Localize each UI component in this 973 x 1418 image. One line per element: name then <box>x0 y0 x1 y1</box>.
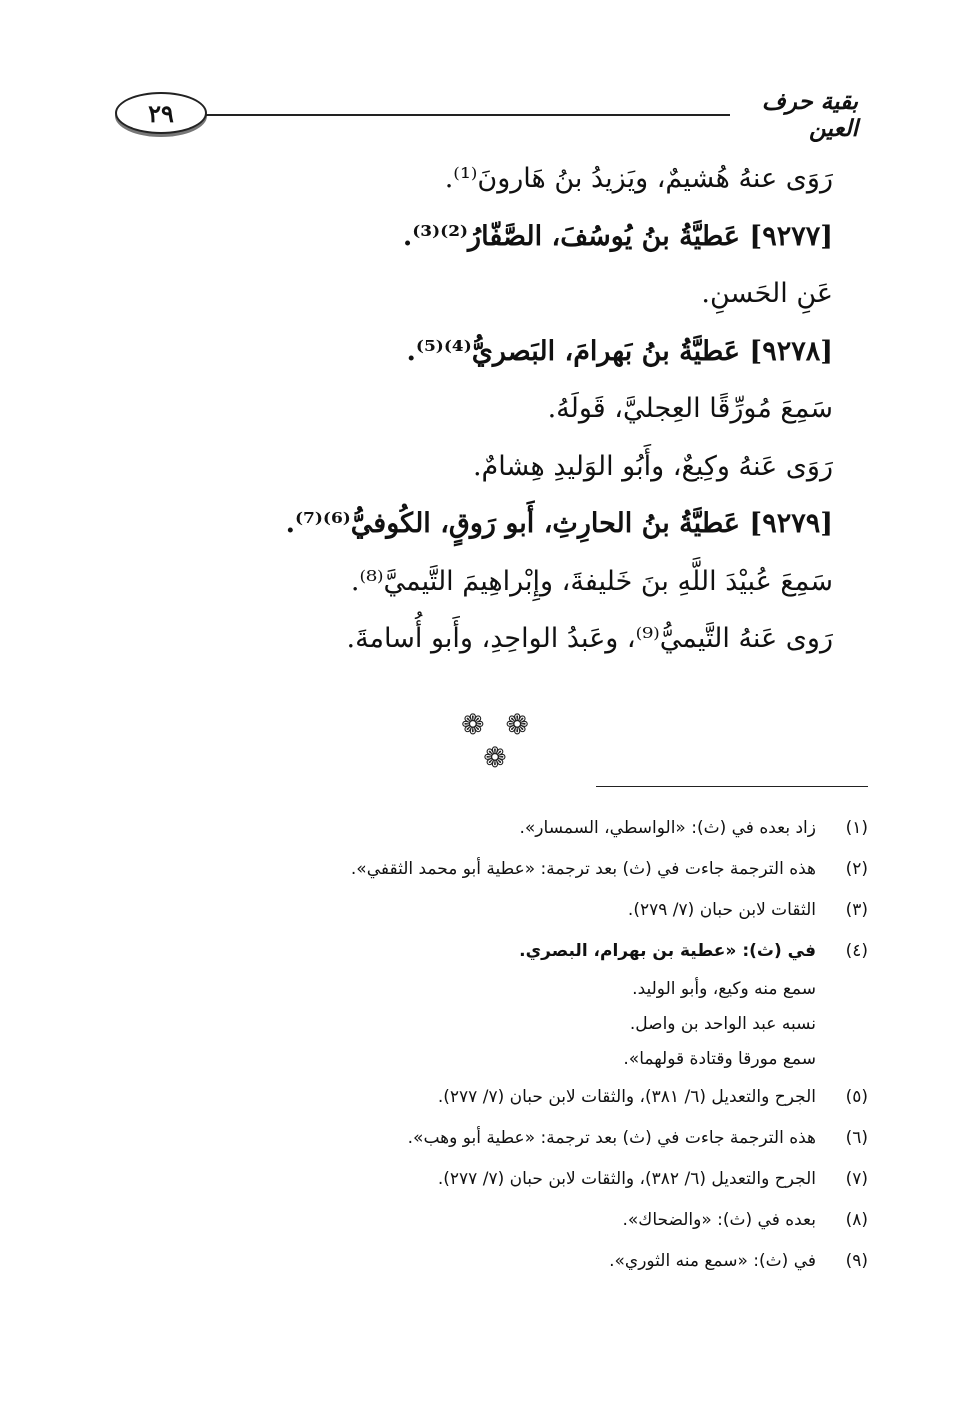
footnote-number: (٦) <box>845 1128 868 1148</box>
footnote-number: (٢) <box>845 859 868 879</box>
footnote <box>148 808 868 849</box>
footnote-text: الجرح والتعديل (٦/ ٣٨١)، والثقات لابن حبان (٧/ ٢٧٧). <box>437 1087 816 1107</box>
footnote-text: الجرح والتعديل (٦/ ٣٨٢)، والثقات لابن حبان (٧/ ٢٧٧). <box>437 1169 816 1189</box>
entry-heading: [٩٢٧٨] عَطيَّةُ بنُ بَهرامَ، البَصريُّ⁽⁴⁾⁽⁵⁾. <box>406 335 833 367</box>
footnote-continuation: نسبه عبد الواحد بن واصل. <box>629 1014 816 1034</box>
footnote-number: (٣) <box>845 900 868 920</box>
footnote-text: بعده في (ث): «والضحاك». <box>622 1210 816 1230</box>
main-text <box>133 150 833 668</box>
footnote <box>148 931 868 972</box>
footnote-continuation: سمع مورقا وقتادة قولهما». <box>623 1049 816 1069</box>
entry-heading: [٩٢٧٧] عَطيَّةُ بنُ يُوسُفَ، الصَّفّارُ⁽²⁾⁽³⁾. <box>402 220 833 252</box>
footnote <box>148 1200 868 1241</box>
footnote-number: (٨) <box>845 1210 868 1230</box>
footnote-text: الثقات لابن حبان (٧/ ٢٧٩). <box>627 900 816 920</box>
separator-ornament-icon: ❁ ❁ ❁ <box>461 708 535 774</box>
footnote-number: (٧) <box>845 1169 868 1189</box>
main-line: عَنِ الحَسنِ. <box>701 278 833 309</box>
footnote-text: زاد بعده في (ث): «الواسطي، السمسار». <box>519 818 816 838</box>
footnote-number: (٤) <box>845 941 868 961</box>
header-rule <box>205 114 730 116</box>
footnote-number: (٩) <box>845 1251 868 1271</box>
footnote-rule <box>596 786 868 787</box>
footnote-text: في (ث): «سمع منه الثوري». <box>609 1251 816 1271</box>
footnote <box>148 849 868 890</box>
main-line: رَوى عَنهُ التَّيميُّ⁽⁹⁾، وعَبدُ الواحِدِ، وأَبو أُسامةَ. <box>346 623 833 654</box>
footnote-continuation: سمع منه وكيع، وأبو الوليد. <box>632 979 816 999</box>
main-line: سَمِعَ عُبيْدَ اللَّهِ بنَ خَليفةَ، وإِبْراهِيمَ التَّيميَّ⁽⁸⁾. <box>350 565 833 597</box>
main-line: رَوَى عَنهُ وكِيعٌ، وأَبُو الوَليدِ هِشامٌ. <box>472 450 833 482</box>
running-title: بقية حرف العين <box>761 88 858 142</box>
footnote-number: (١) <box>845 818 868 838</box>
footnote <box>148 1077 868 1118</box>
page-header <box>0 0 973 150</box>
page-number: ٢٩ <box>115 92 207 134</box>
footnotes <box>148 808 868 1282</box>
footnote <box>148 890 868 931</box>
main-line: رَوَى عنهُ هُشيمٌ، ويَزيدُ بنُ هَارونَ⁽¹⁾. <box>444 163 833 194</box>
footnote <box>148 1159 868 1200</box>
footnote-text: هذه الترجمة جاءت في (ث) بعد ترجمة: «عطية أبو محمد الثقفي». <box>350 859 816 879</box>
footnote-text: في (ث): «عطية بن بهرام، البصري. <box>519 941 816 961</box>
main-line: سَمِعَ مُورِّقًا العِجليَّ، قَولَهُ. <box>547 393 833 424</box>
footnote-text: هذه الترجمة جاءت في (ث) بعد ترجمة: «عطية أبو وهب». <box>407 1128 816 1148</box>
footnote <box>148 1118 868 1159</box>
footnote-number: (٥) <box>845 1087 868 1107</box>
footnote <box>148 1241 868 1282</box>
entry-heading: [٩٢٧٩] عَطيَّةُ بنُ الحارِثِ، أَبو رَوقٍ، الكُوفيُّ⁽⁶⁾⁽⁷⁾. <box>285 508 833 539</box>
